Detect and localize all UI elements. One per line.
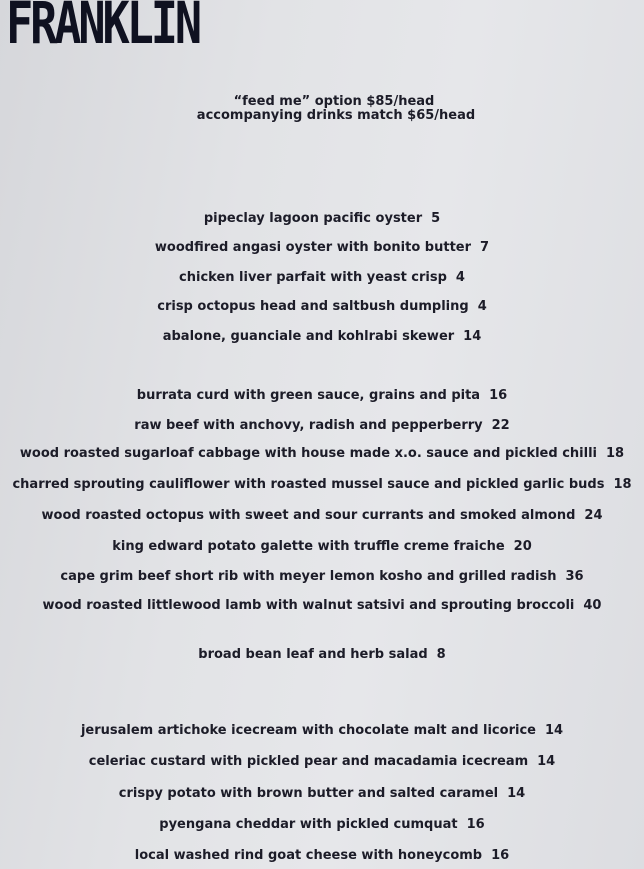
menu-item [0,723,644,739]
menu-item-price: 20 [513,539,532,554]
restaurant-logo: FRANKLIN [6,0,199,57]
menu-item-price: 14 [537,754,556,769]
menu-item [0,817,644,833]
menu-item [0,240,644,256]
menu-item-price: 4 [455,270,465,285]
menu-item-name: pipeclay lagoon pacific oyster [203,211,423,226]
menu-item-price: 14 [463,329,482,344]
menu-item [0,299,644,315]
menu-item-price: 40 [583,598,602,613]
menu-item [0,754,644,770]
menu-item-name: woodfired angasi oyster with bonito butter [154,240,472,255]
menu-item-name: raw beef with anchovy, radish and pepperberry [134,418,483,433]
menu-item-price: 8 [436,647,446,662]
menu-item-price: 16 [466,817,485,832]
menu-item [0,647,644,663]
menu-item-price: 18 [606,446,625,461]
menu-item-name: king edward potato galette with truffle creme fraiche [112,539,505,554]
drinks-match: accompanying drinks match $65/head [196,108,476,123]
menu-item [0,477,644,493]
menu-item-name: wood roasted sugarloaf cabbage with house made x.o. sauce and pickled chilli [19,446,597,461]
menu-item-price: 16 [489,388,508,403]
menu-item [0,569,644,585]
menu-item [0,329,644,345]
menu-item-price: 16 [491,848,510,863]
menu-item-price: 14 [544,723,564,738]
menu-item-price: 5 [431,211,441,226]
menu-item [0,786,644,802]
menu-item-name: wood roasted littlewood lamb with walnut satsivi and sprouting broccoli [42,598,575,613]
menu-item [0,418,644,434]
menu-item-name: celeriac custard with pickled pear and macadamia icecream [88,754,529,769]
menu-item [0,508,644,524]
menu-item [0,211,644,227]
menu-item [0,848,644,864]
menu-item-name: cape grim beef short rib with meyer lemon kosho and grilled radish [60,569,557,584]
menu-item-price: 4 [477,299,487,314]
menu-item [0,446,644,462]
feed-me-option: “feed me” option $85/head [233,94,435,109]
menu-item-name: chicken liver parfait with yeast crisp [179,270,447,285]
menu-item [0,598,644,614]
menu-item [0,539,644,555]
menu-item-name: crisp octopus head and saltbush dumpling [157,299,469,314]
menu-item-price: 36 [565,569,584,584]
menu-item-name: abalone, guanciale and kohlrabi skewer [162,329,455,344]
menu-item-name: wood roasted octopus with sweet and sour currants and smoked almond [41,508,576,523]
menu-item [0,270,644,286]
menu-item-price: 18 [613,477,632,492]
menu-item-name: broad bean leaf and herb salad [198,647,428,662]
menu-item-name: burrata curd with green sauce, grains and pita [136,388,481,403]
menu-item-price: 22 [491,418,510,433]
menu-item-price: 7 [480,240,490,255]
menu-item-price: 14 [507,786,526,801]
menu-item-name: local washed rind goat cheese with honeycomb [134,848,483,863]
menu-item [0,388,644,404]
menu-item-name: pyengana cheddar with pickled cumquat [159,817,458,832]
menu-item-price: 24 [584,508,603,523]
menu-item-name: crispy potato with brown butter and salted caramel [118,786,499,801]
menu-item-name: jerusalem artichoke icecream with chocolate malt and licorice [80,723,536,738]
menu-item-name: charred sprouting cauliflower with roasted mussel sauce and pickled garlic buds [12,477,605,492]
